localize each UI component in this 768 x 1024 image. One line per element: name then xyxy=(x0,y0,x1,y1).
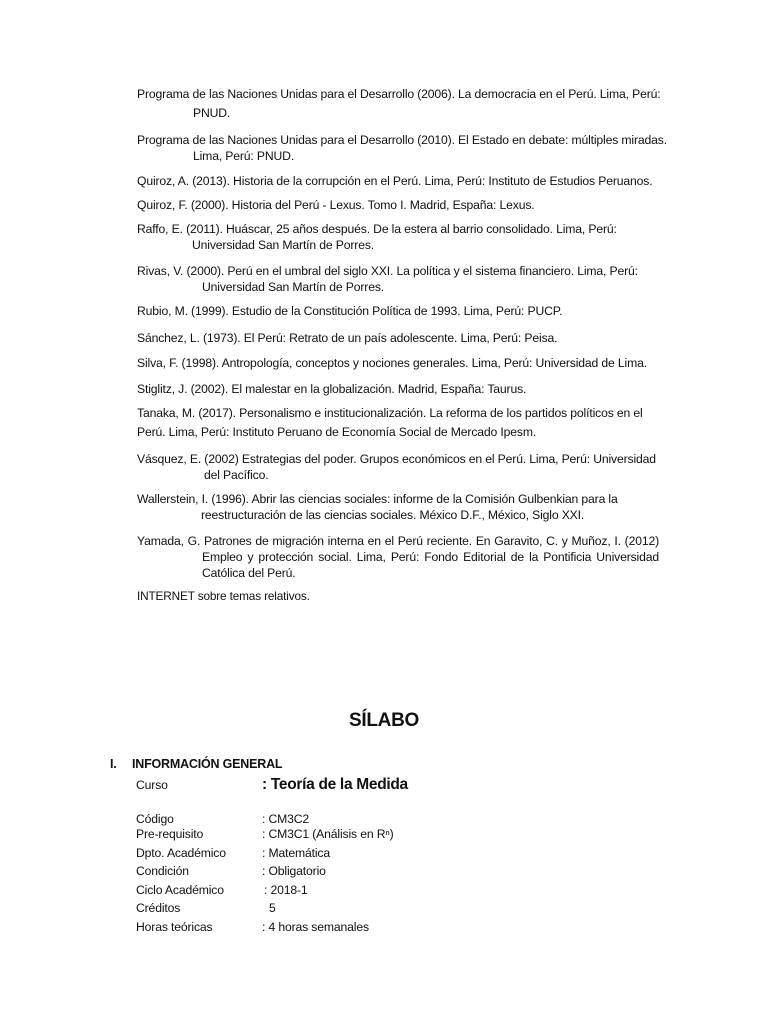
reference-internet xyxy=(137,588,659,604)
info-label: Horas teóricas xyxy=(136,920,213,934)
reference-wallerstein-1996 xyxy=(137,491,659,523)
reference-sanchez-1973 xyxy=(137,330,659,346)
reference-text: Wallerstein, I. (1996). Abrir las ciencias sociales: informe de la Comisión Gulbenkian para la xyxy=(137,492,618,506)
reference-pnud-2006 xyxy=(137,86,659,121)
reference-text-cont: Perú. Lima, Perú: Instituto Peruano de Economía Social de Mercado Ipesm. xyxy=(137,425,537,439)
reference-stiglitz-2002 xyxy=(137,381,659,397)
reference-text: Quiroz, A. (2013). Historia de la corrupción en el Perú. Lima, Perú: Instituto de Estudios Peruanos. xyxy=(137,174,653,188)
info-row-prerequisito xyxy=(136,827,394,841)
info-value: : Matemática xyxy=(262,846,330,860)
reference-pnud-2010 xyxy=(137,132,667,164)
reference-vasquez-2002 xyxy=(137,451,659,483)
info-value: : CM3C1 (Análisis en Rⁿ) xyxy=(262,827,394,841)
reference-text: Stiglitz, J. (2002). El malestar en la globalización. Madrid, España: Taurus. xyxy=(137,382,527,396)
section-heading xyxy=(110,757,282,771)
reference-rivas-2000 xyxy=(137,263,659,295)
info-row-ciclo xyxy=(136,883,308,897)
reference-text-cont: Lima, Perú: PNUD. xyxy=(193,149,295,163)
info-value: 5 xyxy=(269,901,276,915)
section-title: INFORMACIÓN GENERAL xyxy=(132,757,283,771)
info-label: Pre-requisito xyxy=(136,827,204,841)
info-label: Curso xyxy=(136,778,168,792)
reference-text: Raffo, E. (2011). Huáscar, 25 años después. De la estera al barrio consolidado. Lima, Perú: xyxy=(137,222,617,236)
reference-text: Silva, F. (1998). Antropología, conceptos y nociones generales. Lima, Perú: Universidad de Lima. xyxy=(137,356,647,370)
reference-text: INTERNET sobre temas relativos. xyxy=(137,589,310,603)
reference-text-cont: Universidad San Martín de Porres. xyxy=(192,238,375,252)
reference-quiroz-2000 xyxy=(137,197,659,213)
reference-text-cont: Católica del Perú. xyxy=(202,566,296,580)
reference-raffo-2011 xyxy=(137,221,659,253)
info-row-curso xyxy=(136,776,408,794)
reference-text: Rivas, V. (2000). Perú en el umbral del siglo XXI. La política y el sistema financiero. Lima, Perú: xyxy=(137,264,638,278)
reference-yamada-2012 xyxy=(137,533,659,581)
reference-text: Programa de las Naciones Unidas para el Desarrollo (2006). La democracia en el Perú. Lima, Perú: xyxy=(137,87,661,101)
info-row-dpto xyxy=(136,846,330,860)
info-value: : 2018-1 xyxy=(264,883,308,897)
reference-text-cont: PNUD. xyxy=(193,106,231,120)
info-label: Dpto. Académico xyxy=(136,846,226,860)
info-row-codigo xyxy=(136,812,309,826)
reference-text: Yamada, G. Patrones de migración interna en el Perú reciente. En Garavito, C. y Muñoz, I. (2012) xyxy=(137,534,659,548)
reference-text: Programa de las Naciones Unidas para el Desarrollo (2010). El Estado en debate: múltiples miradas. xyxy=(137,133,667,147)
info-value: : CM3C2 xyxy=(262,812,310,826)
info-value: : Teoría de la Medida xyxy=(262,776,408,793)
reference-text: Sánchez, L. (1973). El Perú: Retrato de un país adolescente. Lima, Perú: Peisa. xyxy=(137,331,558,345)
info-label: Código xyxy=(136,812,174,826)
reference-text: Tanaka, M. (2017). Personalismo e institucionalización. La reforma de los partidos políticos en el xyxy=(137,406,643,420)
info-value: : 4 horas semanales xyxy=(262,920,369,934)
reference-quiroz-2013 xyxy=(137,173,659,189)
reference-tanaka-2017 xyxy=(137,405,659,440)
reference-text-cont: Universidad San Martín de Porres. xyxy=(202,280,385,294)
silabo-title: SÍLABO xyxy=(349,710,419,731)
info-row-creditos xyxy=(136,901,276,915)
reference-text: Quiroz, F. (2000). Historia del Perú - Lexus. Tomo I. Madrid, España: Lexus. xyxy=(137,198,535,212)
info-value: : Obligatorio xyxy=(262,864,326,878)
reference-text-cont: reestructuración de las ciencias sociales. México D.F., México, Siglo XXI. xyxy=(201,508,585,522)
reference-silva-1998 xyxy=(137,355,659,371)
info-label: Condición xyxy=(136,864,189,878)
reference-text-cont: del Pacífico. xyxy=(204,468,269,482)
info-row-horas xyxy=(136,920,369,934)
reference-text: Rubio, M. (1999). Estudio de la Constitución Política de 1993. Lima, Perú: PUCP. xyxy=(137,304,563,318)
info-label: Ciclo Académico xyxy=(136,883,224,897)
reference-rubio-1999 xyxy=(137,303,659,319)
reference-text: Vásquez, E. (2002) Estrategias del poder. Grupos económicos en el Perú. Lima, Perú: Universidad xyxy=(137,452,656,466)
reference-text-cont: Empleo y protección social. Lima, Perú: Fondo Editorial de la Pontificia Universidad xyxy=(202,550,659,564)
info-row-condicion xyxy=(136,864,326,878)
section-number: I. xyxy=(110,757,117,771)
info-label: Créditos xyxy=(136,901,181,915)
